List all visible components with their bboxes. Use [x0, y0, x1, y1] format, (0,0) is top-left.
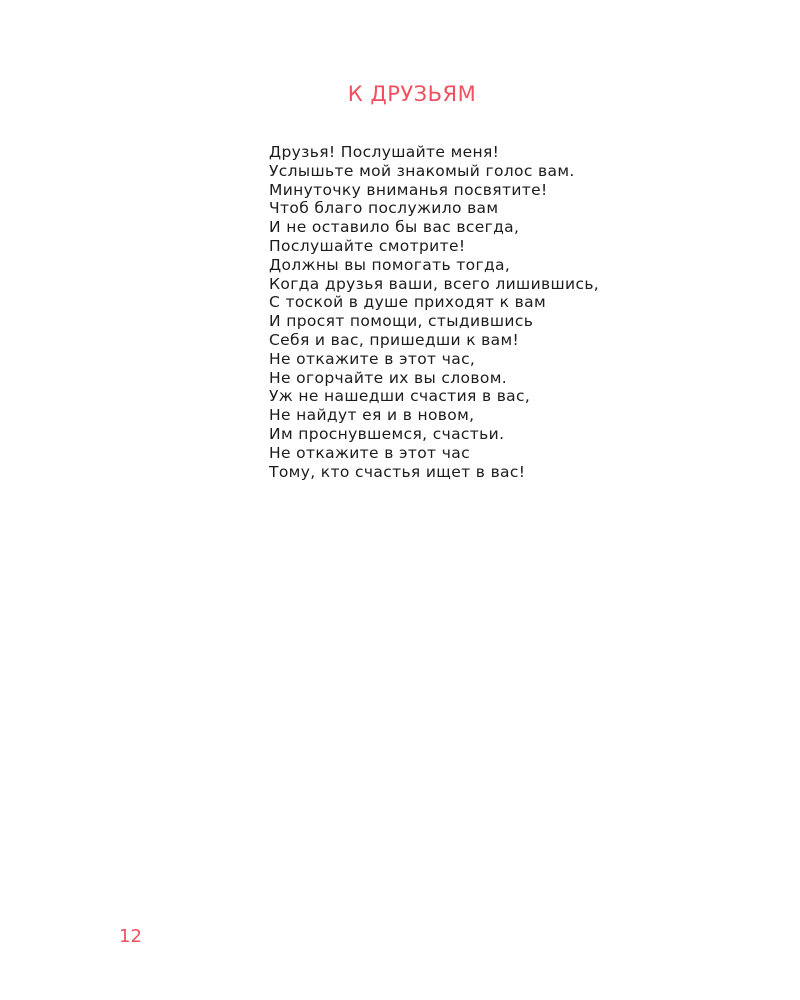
poem-line: Когда друзья ваши, всего лишившись, [269, 274, 600, 293]
poem-line: Себя и вас, пришедши к вам! [269, 330, 520, 349]
poem [269, 143, 769, 481]
poem-line: Им проснувшемся, счастьи. [269, 424, 505, 443]
poem-line: Не огорчайте их вы словом. [269, 368, 508, 387]
poem-line: Услышьте мой знакомый голос вам. [269, 161, 575, 180]
poem-line: Друзья! Послушайте меня! [269, 143, 500, 161]
poem-line: Не откажите в этот час, [269, 349, 476, 368]
poem-line: Минуточку вниманья посвятите! [269, 180, 548, 199]
poem-line: Не найдут ея и в новом, [269, 406, 475, 425]
poem-line: Уж не нашедши счастия в вас, [269, 387, 531, 406]
poem-line: Тому, кто счастья ищет в вас! [269, 462, 526, 481]
poem-line: Послушайте смотрите! [269, 236, 466, 255]
poem-line: Не откажите в этот час [269, 443, 470, 462]
poem-line: И не оставило бы вас всегда, [269, 218, 520, 237]
poem-line: С тоской в душе приходят к вам [269, 293, 547, 312]
page-number: 12 [119, 926, 142, 947]
poem-line: Должны вы помогать тогда, [269, 255, 511, 274]
page-title: К ДРУЗЬЯМ [347, 82, 477, 106]
poem-line: Чтоб благо послужило вам [269, 199, 499, 218]
poem-line: И просят помощи, стыдившись [269, 312, 534, 331]
